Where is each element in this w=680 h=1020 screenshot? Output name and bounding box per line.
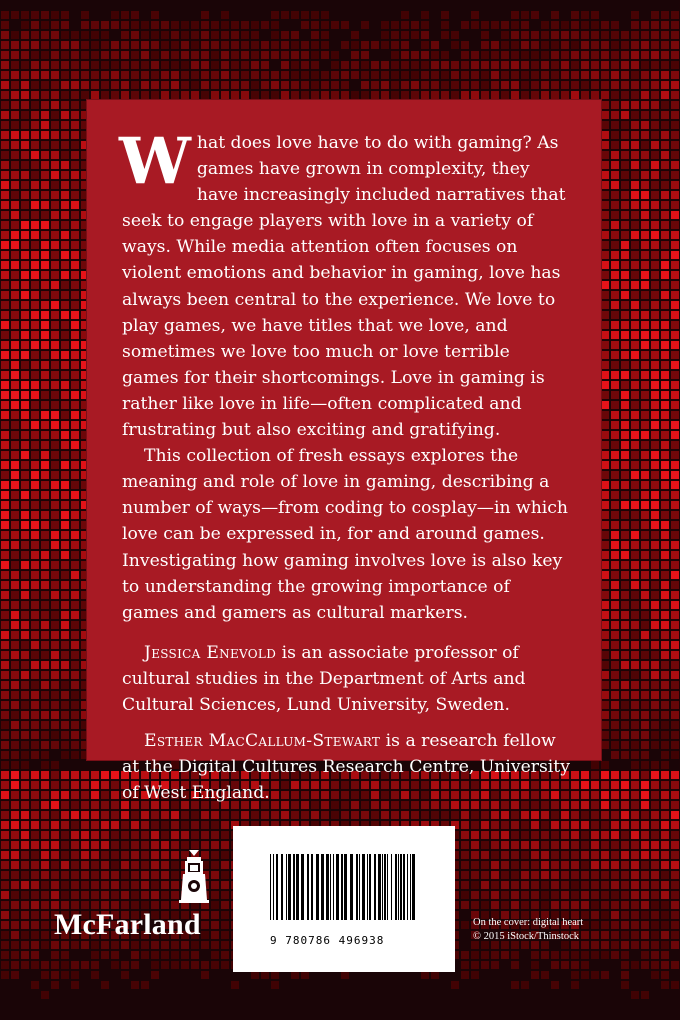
- drop-cap: W: [119, 124, 191, 199]
- lighthouse-logo-icon: [176, 848, 212, 904]
- book-description: [119, 124, 570, 806]
- isbn-number: 9 780786 496938: [270, 934, 385, 947]
- cover-credit-line: © 2015 iStock/Thinstock: [473, 931, 579, 942]
- author-bio-1: Jessica Enevold is an associate professor of cultural studies in the Department of Arts and Cultural Sciences, Lund University, Sweden.: [122, 642, 526, 715]
- isbn-barcode: [270, 854, 418, 920]
- barcode-box: [233, 826, 455, 972]
- cover-credit-line: On the cover: digital heart: [473, 917, 584, 928]
- author-name: Esther MacCallum-Stewart: [144, 731, 381, 752]
- publisher-name: McFarland: [54, 908, 201, 941]
- description-paragraph-2: This collection of fresh essays explores the meaning and role of love in gaming, describing a number of ways—from coding to cosplay—in which love can be expressed in, for and around games. Investigating how gaming involves love is also key to understanding the growing importance of games and gamers as cultural markers.: [122, 446, 568, 623]
- description-panel: [87, 100, 601, 804]
- author-name: Jessica Enevold: [144, 642, 277, 663]
- description-paragraph-1: What does love have to do with gaming? As games have grown in complexity, they have increasingly included narratives that seek to engage players with love in a variety of ways. While media attention often focuses on violent emotions and behavior in gaming, love has always been central to the experience. We love to play games, we have titles that we love, and sometimes we love too much or love terrible games for their shortcomings. Love in gaming is rather like love in life—often complicated and frustrating but also exciting and gratifying.: [119, 124, 566, 441]
- cover-credit: [473, 916, 633, 944]
- author-bio-2: Esther MacCallum-Stewart is a research fellow at the Digital Cultures Research Centre, University of West England.: [122, 731, 570, 804]
